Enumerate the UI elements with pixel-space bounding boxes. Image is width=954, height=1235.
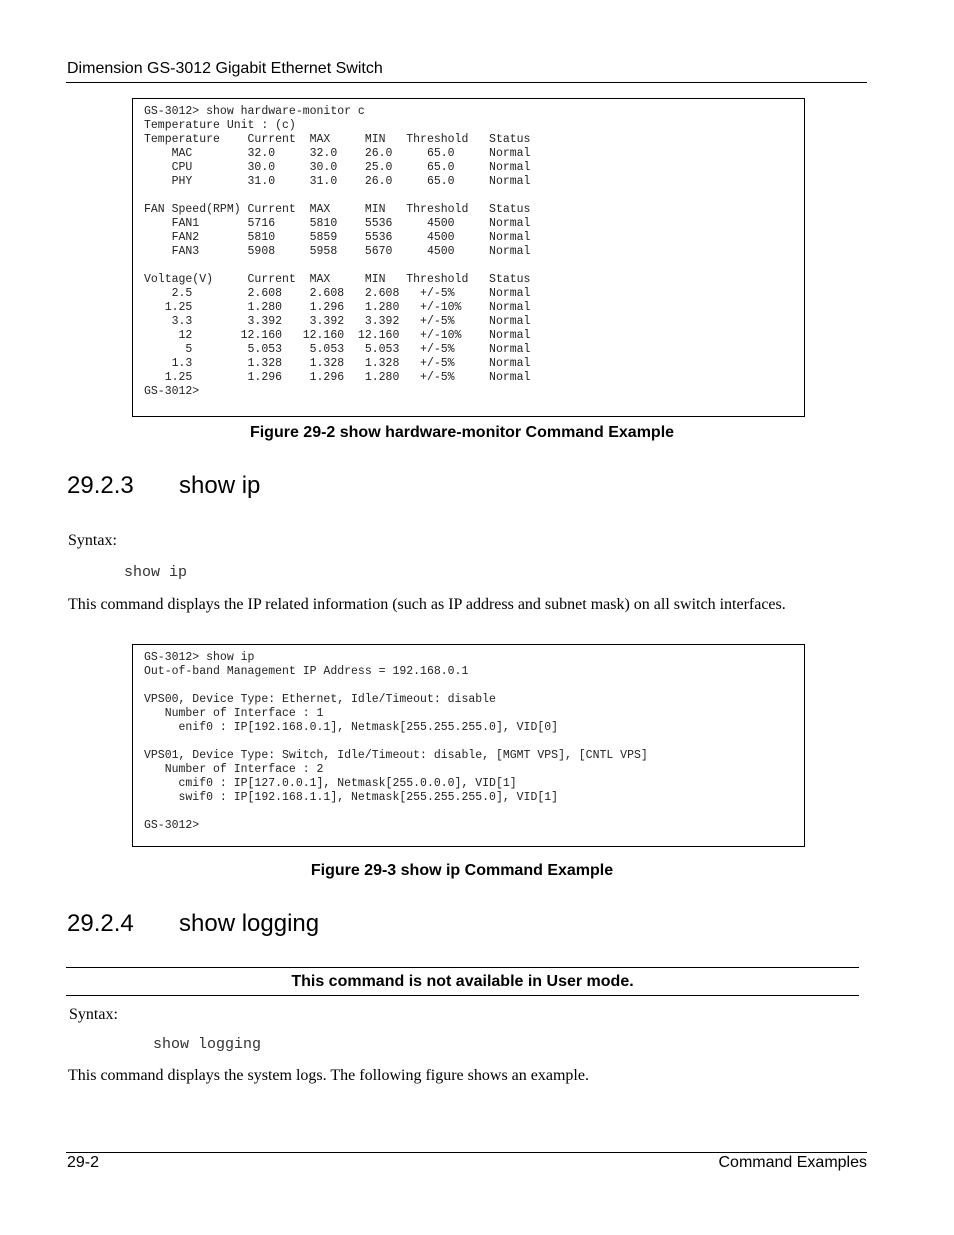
note-not-available: This command is not available in User mode. (291, 973, 634, 990)
footer-rule (66, 1152, 867, 1153)
note-rule-bottom (66, 995, 859, 996)
command-description: This command displays the system logs. The following figure shows an example. (68, 1067, 589, 1084)
section-heading-show-ip (67, 472, 260, 500)
figure-caption-29-3: Figure 29-3 show ip Command Example (310, 862, 614, 879)
syntax-command: show logging (153, 1036, 262, 1053)
note-rule-top (66, 967, 859, 968)
section-heading-show-logging (67, 910, 319, 938)
section-title: show logging (179, 910, 320, 937)
section-number: 29.2.4 (67, 910, 134, 937)
hardware-monitor-code: GS-3012> show hardware-monitor c Temperature Unit : (c) Temperature Current MAX MIN Threshold Status MAC 32.0 32.0 26.0 65.0 Normal CPU 30.0 30.0 25.0 65.0 Normal PHY 31.0 31.0 26.0 65.0 Normal FAN Speed(RPM) Current MAX MIN Threshold Status FAN1 5716 5810 5536 4500 Normal FAN2 5810 5859 5536 4500 Normal FAN3 5908 5958 5670 4500 Normal Voltage(V) Current MAX MIN Threshold Status 2.5 2.608 2.608 2.608 +/-5% Normal 1.25 1.280 1.296 1.280 +/-10% Normal 3.3 3.392 3.392 3.392 +/-5% Normal 12 12.160 12.160 12.160 +/-10% Normal 5 5.053 5.053 5.053 +/-5% Normal 1.3 1.328 1.328 1.328 +/-5% Normal 1.25 1.296 1.296 1.280 +/-5% Normal GS-3012> (144, 105, 531, 398)
running-header: Dimension GS-3012 Gigabit Ethernet Switch (67, 60, 383, 77)
show-ip-code: GS-3012> show ip Out-of-band Management IP Address = 192.168.0.1 VPS00, Device Type: Ethernet, Idle/Timeout: disable Number of Interface : 1 enif0 : IP[192.168.0.1], Netmask[255.255.255.0], VID[0] VPS01, Device Type: Switch, Idle/Timeout: disable, [MGMT VPS], [CNTL VPS] Number of Interface : 2 cmif0 : IP[127.0.0.1], Netmask[255.0.0.0], VID[1] swif0 : IP[192.168.1.1], Netmask[255.255.255.0], VID[1] GS-3012> (144, 651, 648, 832)
header-rule (66, 82, 867, 83)
page-number: 29-2 (67, 1154, 100, 1171)
syntax-command: show ip (124, 564, 188, 581)
section-title: show ip (179, 472, 261, 499)
chapter-title: Command Examples (718, 1154, 867, 1171)
figure-caption-29-2: Figure 29-2 show hardware-monitor Command Example (249, 424, 675, 441)
command-description: This command displays the IP related information (such as IP address and subnet mask) on all switch interfaces. (68, 596, 786, 613)
syntax-label: Syntax: (69, 1006, 118, 1023)
syntax-label: Syntax: (68, 532, 117, 549)
hardware-monitor-code-box (132, 98, 805, 417)
section-number: 29.2.3 (67, 472, 134, 499)
show-ip-code-box (132, 644, 805, 847)
